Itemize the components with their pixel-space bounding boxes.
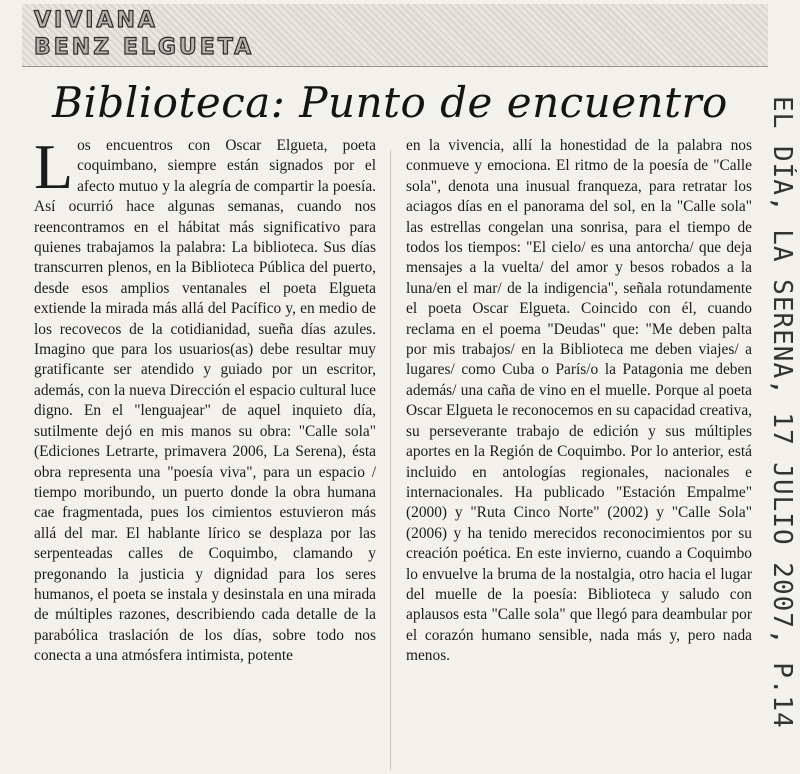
column-divider [390,150,391,770]
handwritten-source-note: EL DÍA, LA SERENA, 17 JULIO 2007, P.14 [767,96,797,729]
column-right-text: en la vivencia, allí la honestidad de la palabra nos conmueve y emociona. El ritmo de la poesía de "Calle sola", denota una inusual franqueza, para retratar los aciagos días en el panorama del sol, en la "Calle sola" las estrellas congelan una sonrisa, para el tiempo de todos los tiempos: "El cielo/ es una antorcha/ que deja mensajes a la vuelta/ del amor y besos robados a la luna/en el mar/ de la indigencia", señala rotundamente el poeta Oscar Elgueta. Coincido con él, cuando reclama en el poema "Deudas" que: "Me deben palta por mis trabajos/ en la Biblioteca me deben viajes/ a lugares/ como Cuba o París/o la Patagonia me deben además/ una caña de vino en el muelle. Porque al poeta Oscar Elgueta le reconocemos en su capacidad creativa, su perseverante trabajo de edición y sus múltiples aportes en la Región de Coquimbo. Por lo anterior, está incluido en antologías regionales, nacionales e internacionales. Ha publicado "Estación Empalme" (2000) y "Ruta Cinco Norte" (2002) y "Calle Sola" (2006) y ha tenido merecidos reconocimientos por su creación poética. En este invierno, cuando a Coquimbo lo envuelve la bruma de la nostalgia, otro hacia el lugar del muelle de la poesía: Biblioteca y saludo con aplausos esta "Calle sola" que llegó para deambular por el corazón humano sensible, nada más y, pero nada menos. [406,137,752,665]
article-title: Biblioteca: Punto de encuentro [52,78,728,127]
author-last-name: BENZ ELGUETA [34,35,255,60]
drop-cap: L [34,136,74,202]
column-left-text: os encuentros con Oscar Elgueta, poeta coquimbano, siempre están signados por el afecto mutuo y la alegría de compartir la poesía. Así ocurrió hace algunas semanas, cuando nos reencontramos en el hábitat más significativo para quienes trabajamos la palabra: La biblioteca. Sus días transcurren plenos, en la Biblioteca Pública del puerto, desde esos amplios ventanales el poeta Elgueta extiende la mirada más allá del Pacífico y, en medio de los recovecos de la cotidianidad, sueña días azules. Imagino que para los usuarios(as) debe resultar muy gratificante ser atendido y guiado por un escritor, además, con la nueva Dirección el espacio cultural luce digno. En el "lenguajear" de aquel inquieto día, sutilmente dejó en mis manos su obra: "Calle sola" (Ediciones Letrarte, primavera 2006, La Serena), ésta obra representa una "poesía viva", para un espacio / tiempo moribundo, un puerto donde la obra humana cae fragmentada, pues los cimientos estuvieron más allá del mar. El hablante lírico se desplaza por las serpenteadas calles de Coquimbo, clamando y pregonando la justicia y dignidad para los seres humanos, el poeta se instala y desinstala en una mirada de múltiples razones, describiendo cada detalle de la parabólica traslación de los días, sobre todo nos conecta a una atmósfera intimista, potente [34,137,376,665]
article-column-left [34,136,376,774]
article-column-right [406,136,752,774]
author-first-name: VIVIANA [34,8,158,33]
